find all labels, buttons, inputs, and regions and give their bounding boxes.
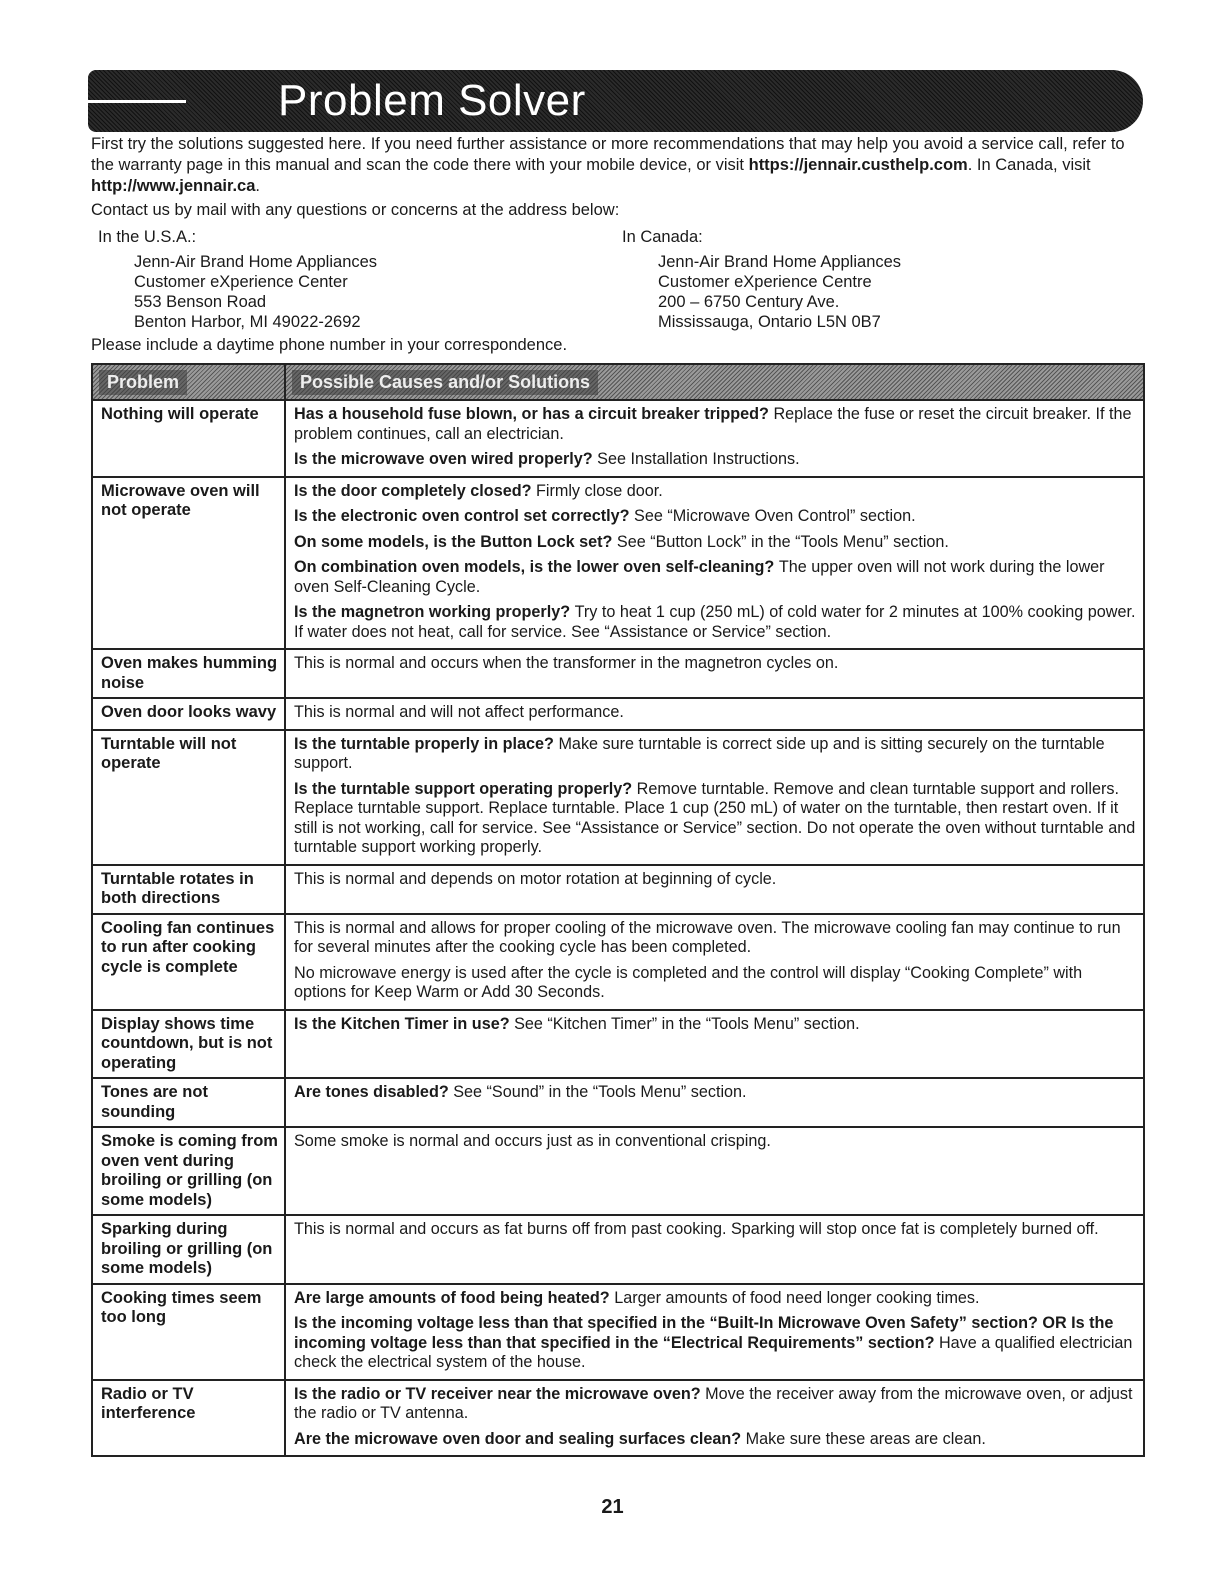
solution-text: This is normal and allows for proper cooling of the microwave oven. The microwave cooling fan may continue to run for several minutes after the cooking cycle has been completed. (294, 918, 1121, 956)
solution-cell (285, 698, 1144, 730)
solution-text: See “Microwave Oven Control” section. (634, 507, 916, 525)
problem-cell: Turntable will not operate (92, 730, 285, 865)
problem-cell: Smoke is coming from oven vent during broiling or grilling (on some models) (92, 1127, 285, 1215)
solution-item (294, 703, 1137, 723)
table-row (92, 400, 1144, 477)
intro-text-b: . In Canada, visit (967, 156, 1091, 174)
problem-cell: Display shows time countdown, but is not operating (92, 1010, 285, 1079)
problem-cell: Tones are not sounding (92, 1078, 285, 1127)
solution-question: Is the turntable support operating properly? (294, 779, 637, 798)
solution-text: Larger amounts of food need longer cooking times. (614, 1288, 980, 1307)
table-header-row (92, 364, 1144, 400)
solution-text: Move the receiver away from the microwave oven, or adjust the radio or TV antenna. (294, 1384, 1133, 1422)
page-number: 21 (601, 1496, 624, 1518)
table-row (92, 698, 1144, 730)
phone-note: Please include a daytime phone number in your correspondence. (91, 336, 568, 354)
solution-cell (285, 477, 1144, 650)
page-title: Problem Solver (278, 76, 586, 125)
solution-item (294, 1289, 1137, 1309)
address-line: Mississauga, Ontario L5N 0B7 (658, 313, 881, 331)
solution-item (294, 919, 1137, 958)
table-row (92, 1284, 1144, 1380)
solution-cell (285, 1078, 1144, 1127)
solution-text: This is normal and occurs when the transformer in the magnetron cycles on. (294, 654, 839, 672)
solution-question: Is the radio or TV receiver near the microwave oven? (294, 1384, 706, 1403)
solution-item (294, 1385, 1137, 1424)
table-row (92, 1010, 1144, 1079)
solution-question: Is the magnetron working properly? (294, 603, 575, 621)
solution-cell (285, 1215, 1144, 1284)
solution-item (294, 507, 1137, 527)
solution-item (294, 870, 1137, 890)
solution-item (294, 1314, 1137, 1373)
problem-cell: Radio or TV interference (92, 1380, 285, 1457)
problem-cell: Microwave oven will not operate (92, 477, 285, 650)
address-line: Jenn-Air Brand Home Appliances (658, 253, 902, 271)
solution-item (294, 735, 1137, 774)
solution-item (294, 533, 1137, 553)
problem-cell: Turntable rotates in both directions (92, 865, 285, 914)
solution-cell (285, 914, 1144, 1010)
solution-question: Are the microwave oven door and sealing surfaces clean? (294, 1429, 746, 1448)
solution-item (294, 1132, 1137, 1152)
solution-cell (285, 400, 1144, 477)
solution-question: Is the incoming voltage less than that specified in the “Built-In Microwave Oven Safety” section? OR Is the incoming voltage less than that specified in the “Electrical Requirements” section? (294, 1314, 1114, 1352)
solution-cell (285, 730, 1144, 865)
solution-question: Is the microwave oven wired properly? (294, 450, 598, 468)
solution-text: See “Button Lock” in the “Tools Menu” section. (616, 532, 949, 551)
solution-cell (285, 649, 1144, 698)
title-banner (88, 70, 1143, 132)
solution-question: Are large amounts of food being heated? (294, 1288, 615, 1307)
solution-text: Try to heat 1 cup (250 mL) of cold water for 2 minutes at 100% cooking power. If water does not heat, call for service. See “Assistance or Service” section. (294, 603, 1136, 641)
address-line: Customer eXperience Center (134, 273, 348, 291)
intro-text-a: First try the solutions suggested here. If you need further assistance or more recommendations that may help you avoid a service call, refer to the warranty page in this manual and scan the code there with your mobile device, or visit (91, 135, 1125, 174)
solution-question: Has a household fuse blown, or has a circuit breaker tripped? (294, 405, 774, 423)
address-line: Benton Harbor, MI 49022-2692 (134, 313, 361, 331)
solution-text: Have a qualified electrician check the electrical system of the house. (294, 1333, 1133, 1371)
table-row (92, 649, 1144, 698)
header-solution: Possible Causes and/or Solutions (285, 364, 1144, 400)
problem-cell: Nothing will operate (92, 400, 285, 477)
solution-text: This is normal and will not affect performance. (294, 703, 624, 721)
solution-item (294, 405, 1137, 444)
solution-text: No microwave energy is used after the cycle is completed and the control will display “Cooking Complete” with options for Keep Warm or Add 30 Seconds. (294, 963, 1083, 1001)
solution-text: See “Sound” in the “Tools Menu” section. (453, 1083, 747, 1101)
solution-item (294, 1220, 1137, 1240)
solution-item (294, 1015, 1137, 1035)
solution-question: Is the door completely closed? (294, 481, 536, 500)
solution-text: Replace the fuse or reset the circuit breaker. If the problem continues, call an electrician. (294, 405, 1132, 443)
solution-item (294, 964, 1137, 1003)
table-row (92, 1215, 1144, 1284)
canada-address (622, 252, 901, 332)
solution-cell (285, 865, 1144, 914)
solution-text: Remove turntable. Remove and clean turntable support and rollers. Replace turntable support. Replace turntable. Place 1 cup (250 mL) of water on the turntable, then restart oven. If it still is not working, call for service. See “Assistance or Service” section. Do not operate the oven without turntable and turntable support working properly. (294, 779, 1136, 856)
solution-text: Make sure turntable is correct side up and is sitting securely on the turntable support. (294, 734, 1105, 772)
intro-paragraph (91, 134, 1131, 197)
banner-rule (88, 100, 186, 103)
address-line: 553 Benson Road (134, 293, 267, 311)
address-line: Customer eXperience Centre (658, 273, 872, 291)
solution-question: Is the electronic oven control set correctly? (294, 507, 635, 525)
problem-cell: Oven door looks wavy (92, 698, 285, 730)
solution-cell (285, 1010, 1144, 1079)
jennair-ca-link[interactable]: http://www.jennair.ca (91, 177, 256, 195)
problem-cell: Oven makes humming noise (92, 649, 285, 698)
us-label: In the U.S.A.: (98, 228, 197, 246)
solution-text: This is normal and depends on motor rotation at beginning of cycle. (294, 869, 777, 888)
solution-item (294, 780, 1137, 858)
problem-cell: Sparking during broiling or grilling (on some models) (92, 1215, 285, 1284)
canada-address-block (622, 227, 901, 332)
canada-label: In Canada: (622, 228, 703, 246)
solution-item (294, 450, 1137, 470)
solution-item (294, 482, 1137, 502)
address-line: 200 – 6750 Century Ave. (658, 293, 840, 311)
solution-text: Firmly close door. (535, 481, 663, 500)
table-row (92, 1127, 1144, 1215)
problem-cell: Cooling fan continues to run after cooking cycle is complete (92, 914, 285, 1010)
solution-text: Make sure these areas are clean. (745, 1429, 986, 1448)
solution-cell (285, 1380, 1144, 1457)
table-row (92, 730, 1144, 865)
solution-text: See Installation Instructions. (597, 450, 800, 468)
table-row (92, 477, 1144, 650)
problem-solver-table (91, 363, 1145, 1457)
solution-item (294, 654, 1137, 674)
table-row (92, 914, 1144, 1010)
solution-question: On combination oven models, is the lower oven self-cleaning? (294, 558, 779, 576)
solution-item (294, 1430, 1137, 1450)
solution-text: Some smoke is normal and occurs just as in conventional crisping. (294, 1132, 771, 1150)
intro-text-c: . (255, 177, 261, 195)
solution-question: Is the turntable properly in place? (294, 734, 559, 753)
solution-question: Is the Kitchen Timer in use? (294, 1014, 515, 1033)
solution-text: See “Kitchen Timer” in the “Tools Menu” section. (514, 1014, 860, 1033)
us-address-block (98, 227, 377, 332)
custhelp-link[interactable]: https://jennair.custhelp.com (748, 156, 968, 174)
solution-cell (285, 1284, 1144, 1380)
us-address (98, 252, 377, 332)
header-problem: Problem (92, 364, 285, 400)
solution-item (294, 1083, 1137, 1103)
solution-text: This is normal and occurs as fat burns off from past cooking. Sparking will stop once fat is completely burned off. (294, 1220, 1099, 1238)
solution-question: On some models, is the Button Lock set? (294, 532, 617, 551)
contact-line: Contact us by mail with any questions or concerns at the address below: (91, 201, 620, 219)
solution-text: The upper oven will not work during the lower oven Self-Cleaning Cycle. (294, 558, 1105, 596)
problem-cell: Cooking times seem too long (92, 1284, 285, 1380)
solution-cell (285, 1127, 1144, 1215)
solution-item (294, 603, 1137, 642)
address-line: Jenn-Air Brand Home Appliances (134, 253, 378, 271)
table-row (92, 1380, 1144, 1457)
solution-question: Are tones disabled? (294, 1083, 454, 1101)
table-row (92, 865, 1144, 914)
solution-item (294, 558, 1137, 597)
table-row (92, 1078, 1144, 1127)
